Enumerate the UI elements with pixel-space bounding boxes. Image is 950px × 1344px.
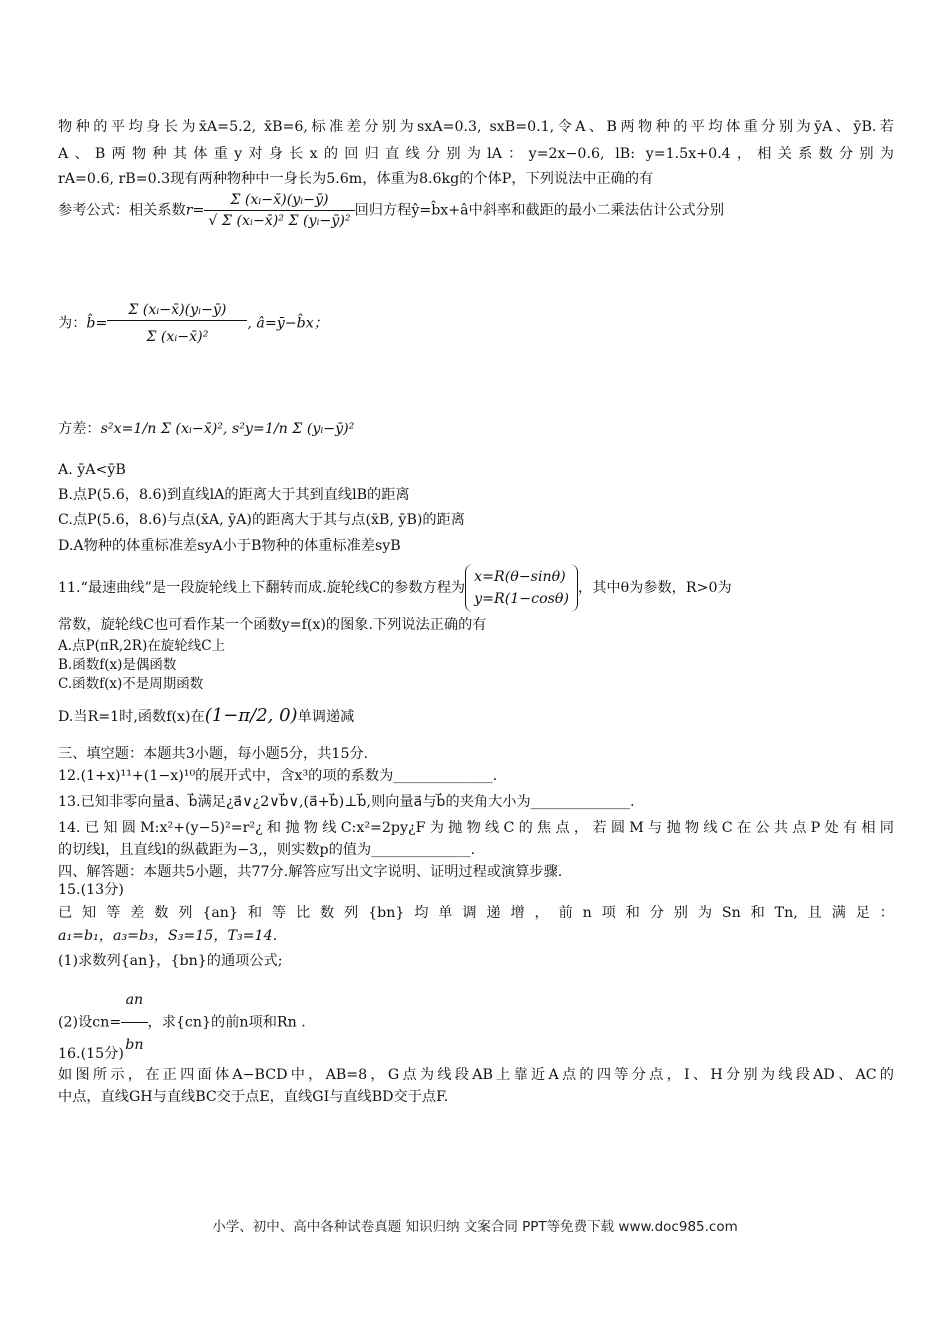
b-denominator: Σ (xᵢ−x̄)² — [107, 320, 247, 345]
c-numerator: an — [125, 992, 144, 1008]
a-expression: , â=ȳ−b̂x； — [247, 315, 328, 332]
r-numerator: Σ (xᵢ−x̄)(yᵢ−ȳ) — [230, 192, 329, 208]
fill-header: 三、填空题：本题共3小题，每小题5分，共15分. — [58, 746, 369, 762]
q12: 12.(1+x)¹¹+(1−x)¹⁰的展开式中，含x³的项的系数为______________. — [58, 768, 498, 784]
variance-expression: s²x=1/n Σ (xᵢ−x̄)², s²y=1/n Σ (yᵢ−ȳ)² — [100, 421, 355, 437]
q16-line-2: 中点，直线GH与直线BC交于点E，直线GI与直线BD交于点F. — [58, 1089, 449, 1105]
q14-line-2: 的切线l，且直线l的纵截距为−3,，则实数p的值为______________. — [58, 842, 475, 858]
variance-formula — [58, 418, 354, 438]
b-symbol: b̂= — [86, 315, 108, 332]
b-fraction — [107, 302, 247, 345]
page-footer: 小学、初中、高中各种试卷真题 知识归纳 文案合同 PPT等免费下载 www.doc985.com — [212, 1219, 738, 1235]
q10-option-d: D.A物种的体重标准差syA小于B物种的体重标准差syB — [58, 538, 401, 554]
r-denominator: √ Σ (xᵢ−x̄)² Σ (yᵢ−ȳ)² — [204, 210, 354, 229]
r-symbol: r= — [185, 202, 205, 219]
q16-line-1: 如图所示，在正四面体A−BCD中，AB=8，G点为线段AB上靠近A点的四等分点，I、H分别为线段AD、AC的 — [58, 1067, 894, 1083]
q11-d-post: 单调递减 — [297, 709, 355, 725]
param-y: y=R(1−cosθ) — [474, 591, 570, 607]
intro-line-1: 物种的平均身长为x̄A=5.2, x̄B=6,标准差分别为sxA=0.3, sxB=0.1,令A、B两物种的平均体重分别为ȳA、ȳB.若 — [58, 119, 894, 135]
q11-option-c: C.函数f(x)不是周期函数 — [58, 676, 204, 692]
q16-title: 16.(15分) — [58, 1046, 124, 1062]
q15-line-2: a₁=b₁，a₃=b₃，S₃=15，T₃=14. — [58, 928, 278, 944]
q11-option-b: B.函数f(x)是偶函数 — [58, 657, 177, 673]
q11-stem-line-1 — [58, 564, 732, 612]
q11-d-pre: D.当R=1时,函数f(x)在 — [58, 709, 205, 725]
q15-part-1: (1)求数列{an}，{bn}的通项公式; — [58, 953, 283, 969]
b-prefix: 为： — [58, 315, 87, 332]
ref-prefix: 参考公式：相关系数 — [58, 202, 186, 219]
correlation-formula — [58, 192, 724, 229]
q15-p2-post: ，求{cn}的前n项和Rn . — [147, 1014, 306, 1031]
intro-line-3: rA=0.6, rB=0.3现有两种物种中一身长为5.6m，体重为8.6kg的个体P，下列说法中正确的有 — [58, 171, 654, 187]
r-fraction — [204, 192, 354, 229]
b-numerator: Σ (xᵢ−x̄)(yᵢ−ȳ) — [128, 302, 227, 318]
q10-option-a: A. ȳA<ȳB — [58, 462, 126, 478]
q15-line-1: 已知等差数列{an}和等比数列{bn}均单调递增，前n项和分别为Sn和Tn,且满足： — [58, 905, 894, 921]
intro-line-2: A、B两物种其体重y对身长x的回归直线分别为lA：y=2x−0.6, lB: y=1.5x+0.4，相关系数分别为 — [58, 146, 894, 162]
parametric-system — [465, 564, 578, 612]
variance-prefix: 方差： — [58, 421, 101, 437]
q13: 13.已知非零向量a⃗、b⃗满足¿a⃗∨¿2∨b⃗∨,(a⃗+b⃗)⊥b⃗,则向量a⃗与b⃗的夹角大小为______________. — [58, 794, 635, 810]
q15-p2-pre: (2)设cn= — [58, 1014, 122, 1031]
q10-option-c: C.点P(5.6，8.6)与点(x̄A, ȳA)的距离大于其与点(x̄B, ȳB)的距离 — [58, 512, 465, 528]
q11-option-a: A.点P(πR,2R)在旋轮线C上 — [58, 638, 226, 654]
solve-header: 四、解答题：本题共5小题，共77分.解答应写出文字说明、证明过程或演算步骤. — [58, 864, 563, 880]
c-denominator: bn — [121, 1022, 147, 1065]
q11-d-interval: (1−π/2, 0) — [204, 705, 298, 726]
b-hat-formula — [58, 302, 328, 345]
q11-stem-line-2: 常数，旋轮线C也可看作某一个函数y=f(x)的图象.下列说法正确的有 — [58, 617, 487, 633]
regression-text: 回归方程ŷ=b̂x+â中斜率和截距的最小二乘法估计公式分别 — [354, 202, 725, 219]
q11-stem-text: 11.“最速曲线”是一段旋轮线上下翻转而成.旋轮线C的参数方程为 — [58, 580, 466, 596]
q11-stem-tail: ，其中θ为参数，R>0为 — [578, 580, 732, 596]
q15-title: 15.(13分) — [58, 882, 124, 898]
q11-option-d — [58, 700, 354, 733]
q14-line-1: 14.已知圆M:x²+(y−5)²=r²¿和抛物线C:x²=2py¿F为抛物线C的焦点，若圆M与抛物线C在公共点P处有相同 — [58, 820, 894, 836]
q10-option-b: B.点P(5.6，8.6)到直线lA的距离大于其到直线lB的距离 — [58, 487, 410, 503]
c-fraction — [121, 980, 147, 1065]
param-x: x=R(θ−sinθ) — [474, 569, 566, 585]
